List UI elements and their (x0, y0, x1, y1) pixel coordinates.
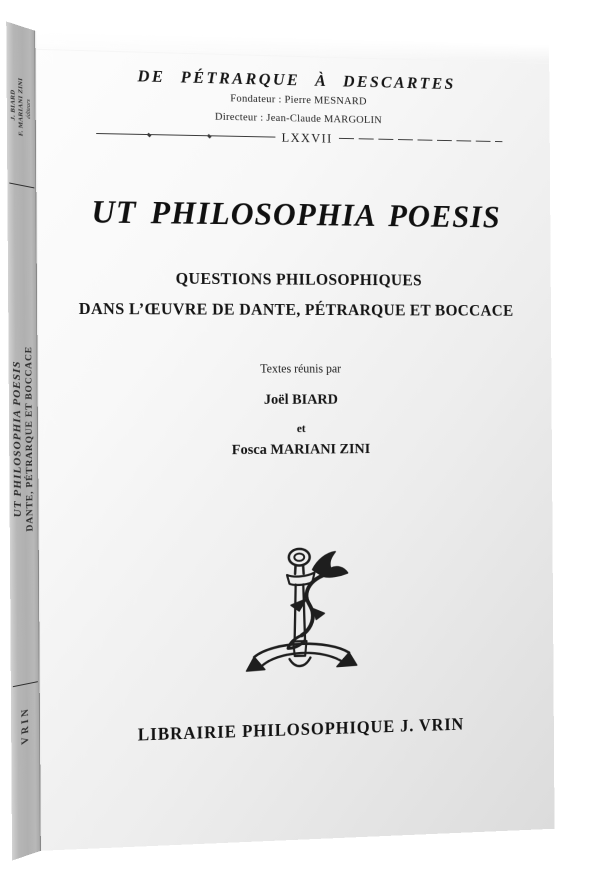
book-title: UT PHILOSOPHIA POESIS (91, 194, 501, 236)
rule-left-segment (96, 133, 275, 138)
spine-divider-bottom (13, 681, 38, 687)
volume-rule (96, 127, 502, 148)
editor-conjunction: et (296, 421, 306, 436)
spine-publisher: VRIN (20, 704, 32, 746)
anchor-dolphin-icon (244, 544, 361, 685)
book-subtitle-line1: QUESTIONS PHILOSOPHIQUES (175, 268, 423, 290)
edited-by-label: Textes réunis par (260, 361, 342, 376)
spine-editor-2: F. MARIANI ZINI (17, 76, 25, 137)
series-director: Directeur : Jean-Claude MARGOLIN (214, 110, 383, 127)
spine-editors-role: éditeurs (25, 98, 32, 120)
spine-title: UT PHILOSOPHIA POESIS (11, 360, 24, 518)
series-title: DE PÉTRARQUE À DESCARTES (137, 66, 456, 94)
book (5, 27, 582, 851)
book-subtitle-line2: DANS L’ŒUVRE DE DANTE, PÉTRARQUE ET BOCCACE (78, 299, 514, 320)
spine-subtitle: DANTE, PÉTRARQUE ET BOCCACE (24, 345, 36, 532)
rule-right-segment (339, 138, 502, 142)
publisher-name: LIBRAIRIE PHILOSOPHIQUE J. VRIN (137, 714, 465, 745)
spine-editor-1: J. BIARD (9, 88, 17, 122)
series-founder: Fondateur : Pierre MESNARD (230, 92, 367, 108)
spine-divider-top (9, 182, 34, 188)
editor-name-1: Joël BIARD (263, 391, 338, 408)
editor-name-2: Fosca MARIANI ZINI (231, 441, 371, 459)
publisher-emblem (40, 540, 554, 690)
spine-title-block (10, 286, 38, 593)
spine-editors-block (9, 53, 33, 160)
book-front-cover (35, 31, 554, 851)
volume-number: LXXVII (281, 129, 333, 146)
